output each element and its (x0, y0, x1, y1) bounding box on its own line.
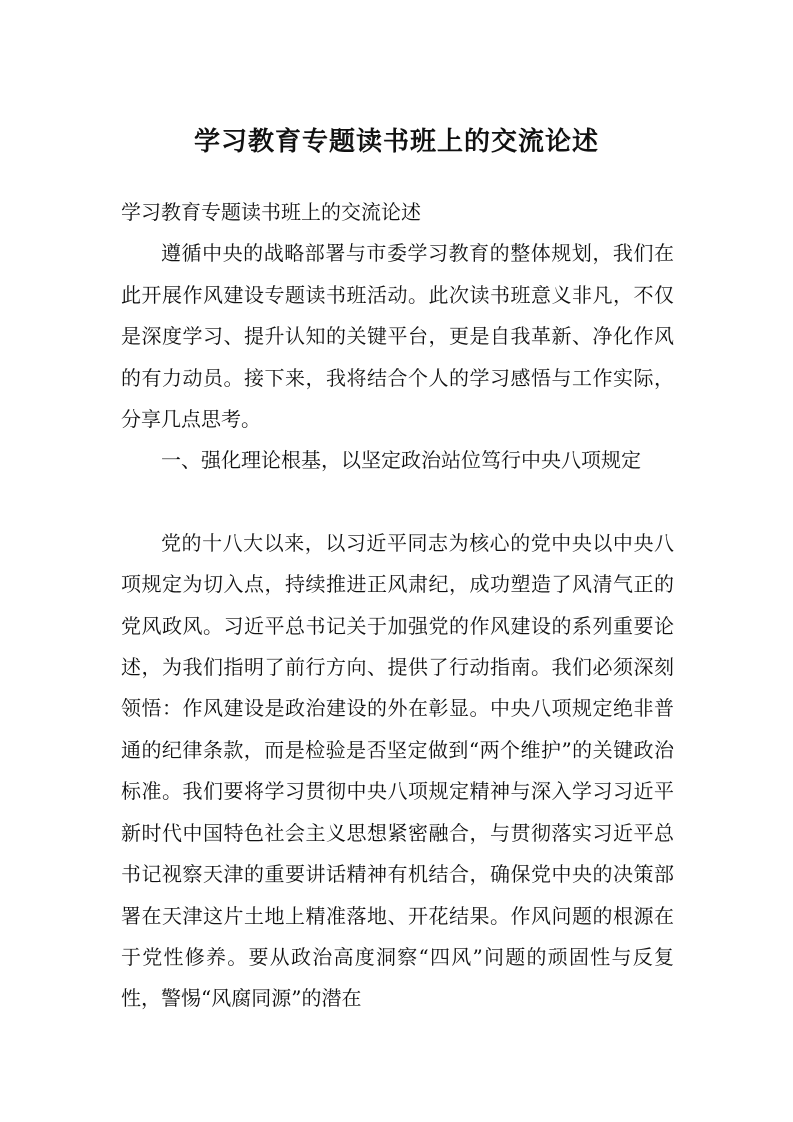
document-body (121, 192, 674, 1020)
document-subtitle: 学习教育专题读书班上的交流论述 (121, 200, 421, 224)
section-heading-1: 一、强化理论根基，以坚定政治站位笃行中央八项规定 (161, 448, 641, 473)
intro-paragraph: 遵循中央的战略部署与市委学习教育的整体规划，我们在此开展作风建设专题读书班活动。此次读书班意义非凡，不仅是深度学习、提升认知的关键平台，更是自我革新、净化作风的有力动员。接下来，我将结合个人的学习感悟与工作实际，分享几点思考。 (121, 241, 674, 432)
document-title: 学习教育专题读书班上的交流论述 (193, 127, 599, 157)
section-1-paragraph: 党的十八大以来，以习近平同志为核心的党中央以中央八项规定为切入点，持续推进正风肃纪，成功塑造了风清气正的党风政风。习近平总书记关于加强党的作风建设的系列重要论述，为我们指明了前行方向、提供了行动指南。我们必须深刻领悟：作风建设是政治建设的外在彰显。中央八项规定绝非普通的纪律条款，而是检验是否坚定做到“两个维护”的关键政治标准。我们要将学习贯彻中央八项规定精神与深入学习习近平新时代中国特色社会主义思想紧密融合，与贯彻落实习近平总书记视察天津的重要讲话精神有机结合，确保党中央的决策部署在天津这片土地上精准落地、开花结果。作风问题的根源在于党性修养。要从政治高度洞察“四风”问题的顽固性与反复性，警惕“风腐同源”的潜在 (121, 530, 674, 1011)
